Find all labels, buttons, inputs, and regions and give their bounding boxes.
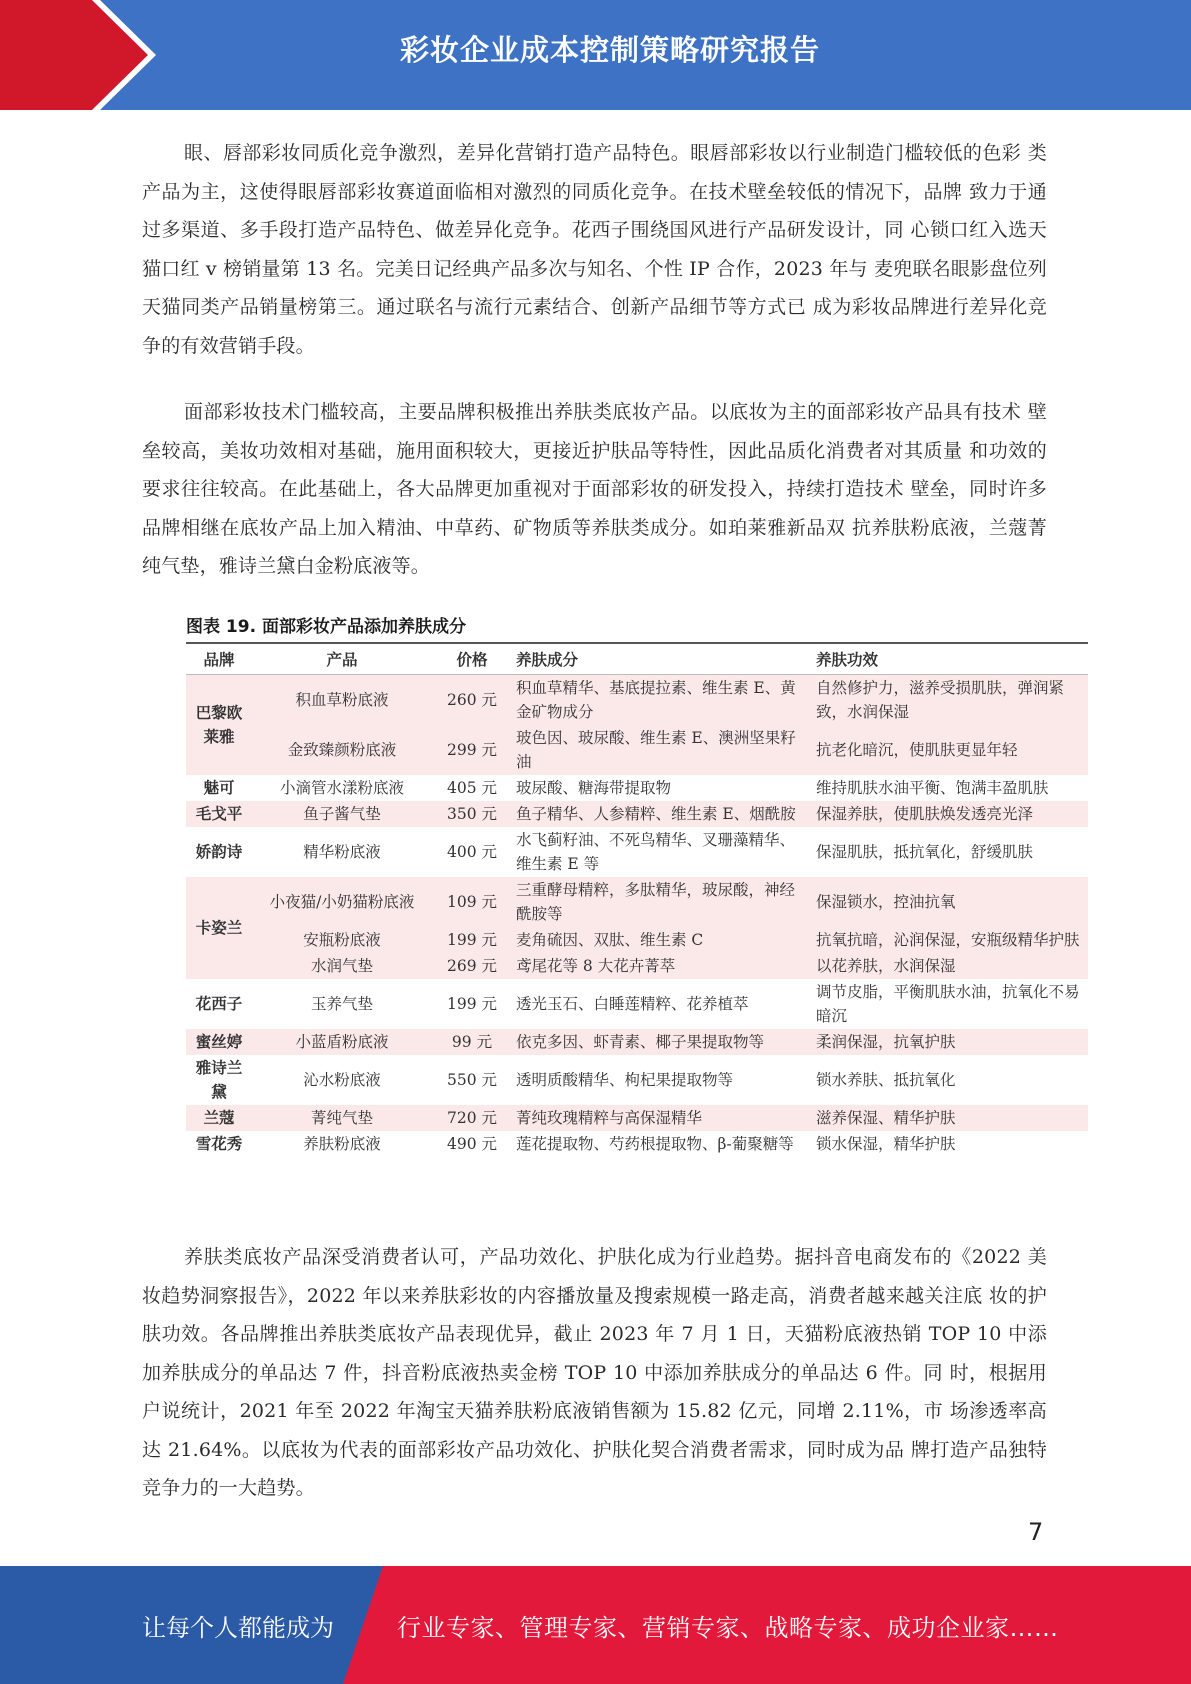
table-row	[186, 1029, 1088, 1055]
table-row	[186, 827, 1088, 877]
figure-title: 图表 19. 面部彩妆产品添加养肤成分	[186, 612, 1088, 644]
ingredients-cell: 鸢尾花等 8 大花卉菁萃	[512, 953, 812, 979]
table-row	[186, 979, 1088, 1029]
footer-slogan-left: 让每个人都能成为	[142, 1614, 334, 1642]
product-cell: 养肤粉底液	[252, 1131, 432, 1157]
price-cell: 99 元	[432, 1029, 512, 1055]
ingredients-cell: 玻色因、玻尿酸、维生素 E、澳洲坚果籽油	[512, 725, 812, 775]
product-cell: 小夜猫/小奶猫粉底液	[252, 877, 432, 927]
effects-cell: 抗老化暗沉，使肌肤更显年轻	[812, 725, 1088, 775]
brand-cell: 雪花秀	[186, 1131, 252, 1157]
footer-slogan-right: 行业专家、管理专家、营销专家、战略专家、成功企业家……	[397, 1614, 1059, 1642]
price-cell: 350 元	[432, 801, 512, 827]
brand-cell: 娇韵诗	[186, 827, 252, 877]
ingredients-cell: 依克多因、虾青素、椰子果提取物等	[512, 1029, 812, 1055]
figure-skincare-ingredients	[186, 612, 1088, 1157]
effects-cell: 柔润保湿，抗氧护肤	[812, 1029, 1088, 1055]
product-cell: 水润气垫	[252, 953, 432, 979]
table-row	[186, 1055, 1088, 1105]
price-cell: 299 元	[432, 725, 512, 775]
table-row	[186, 953, 1088, 979]
report-title: 彩妆企业成本控制策略研究报告	[399, 33, 820, 67]
brand-cell: 蜜丝婷	[186, 1029, 252, 1055]
chevron-decoration	[0, 0, 160, 110]
column-header: 养肤成分	[512, 644, 812, 675]
effects-cell: 保湿养肤，使肌肤焕发透亮光泽	[812, 801, 1088, 827]
price-cell: 269 元	[432, 953, 512, 979]
brand-cell: 魅可	[186, 775, 252, 801]
column-header: 品牌	[186, 644, 252, 675]
brand-cell: 巴黎欧莱雅	[186, 675, 252, 776]
table-row	[186, 675, 1088, 726]
product-cell: 鱼子酱气垫	[252, 801, 432, 827]
effects-cell: 抗氧抗暗，沁润保湿，安瓶级精华护肤	[812, 927, 1088, 953]
product-cell: 小滴管水漾粉底液	[252, 775, 432, 801]
price-cell: 720 元	[432, 1105, 512, 1131]
ingredients-cell: 透明质酸精华、枸杞果提取物等	[512, 1055, 812, 1105]
price-cell: 400 元	[432, 827, 512, 877]
product-cell: 玉养气垫	[252, 979, 432, 1029]
table-row	[186, 775, 1088, 801]
product-cell: 积血草粉底液	[252, 675, 432, 726]
header-banner	[0, 0, 1191, 110]
product-cell: 金致臻颜粉底液	[252, 725, 432, 775]
product-cell: 精华粉底液	[252, 827, 432, 877]
ingredients-cell: 三重酵母精粹，多肽精华，玻尿酸，神经酰胺等	[512, 877, 812, 927]
effects-cell: 调节皮脂，平衡肌肤水油，抗氧化不易暗沉	[812, 979, 1088, 1029]
table-row	[186, 801, 1088, 827]
ingredients-cell: 水飞蓟籽油、不死鸟精华、叉珊藻精华、维生素 E 等	[512, 827, 812, 877]
effects-cell: 锁水养肤、抵抗氧化	[812, 1055, 1088, 1105]
table-row	[186, 725, 1088, 775]
price-cell: 550 元	[432, 1055, 512, 1105]
brand-cell: 花西子	[186, 979, 252, 1029]
effects-cell: 以花养肤，水润保湿	[812, 953, 1088, 979]
paragraph-eye-lip-makeup: 眼、唇部彩妆同质化竞争激烈，差异化营销打造产品特色。眼唇部彩妆以行业制造门槛较低的色彩 类产品为主，这使得眼唇部彩妆赛道面临相对激烈的同质化竞争。在技术壁垒较低的情况下，品牌 致力于通过多渠道、多手段打造产品特色、做差异化竞争。花西子围绕国风进行产品研发设计，同 心锁口红入选天猫口红 v 榜销量第 13 名。完美日记经典产品多次与知名、个性 IP 合作，2023 年与 麦兜联名眼影盘位列天猫同类产品销量榜第三。通过联名与流行元素结合、创新产品细节等方式已 成为彩妆品牌进行差异化竞争的有效营销手段。	[142, 142, 1047, 357]
ingredients-cell: 玻尿酸、糖海带提取物	[512, 775, 812, 801]
ingredients-cell: 莲花提取物、芍药根提取物、β-葡聚糖等	[512, 1131, 812, 1157]
effects-cell: 滋养保湿、精华护肤	[812, 1105, 1088, 1131]
effects-cell: 自然修护力，滋养受损肌肤，弹润紧致，水润保湿	[812, 675, 1088, 726]
brand-cell: 雅诗兰黛	[186, 1055, 252, 1105]
column-header: 养肤功效	[812, 644, 1088, 675]
ingredients-cell: 透光玉石、白睡莲精粹、花养植萃	[512, 979, 812, 1029]
price-cell: 199 元	[432, 927, 512, 953]
effects-cell: 维持肌肤水油平衡、饱满丰盈肌肤	[812, 775, 1088, 801]
ingredients-cell: 鱼子精华、人参精粹、维生素 E、烟酰胺	[512, 801, 812, 827]
table-row	[186, 1105, 1088, 1131]
ingredients-cell: 菁纯玫瑰精粹与高保湿精华	[512, 1105, 812, 1131]
table-row	[186, 877, 1088, 927]
ingredients-cell: 麦角硫因、双肽、维生素 C	[512, 927, 812, 953]
product-cell: 安瓶粉底液	[252, 927, 432, 953]
table-header-row	[186, 644, 1088, 675]
ingredients-table	[186, 644, 1088, 1157]
price-cell: 199 元	[432, 979, 512, 1029]
column-header: 价格	[432, 644, 512, 675]
table-row	[186, 1131, 1088, 1157]
paragraph-face-makeup: 面部彩妆技术门槛较高，主要品牌积极推出养肤类底妆产品。以底妆为主的面部彩妆产品具有技术 壁垒较高，美妆功效相对基础，施用面积较大，更接近护肤品等特性，因此品质化消费者对其质量 和功效的要求往往较高。在此基础上，各大品牌更加重视对于面部彩妆的研发投入，持续打造技术 壁垒，同时许多品牌相继在底妆产品上加入精油、中草药、矿物质等养肤类成分。如珀莱雅新品双 抗养肤粉底液，兰蔻菁纯气垫，雅诗兰黛白金粉底液等。	[142, 401, 1047, 577]
footer-banner	[0, 1566, 1191, 1684]
effects-cell: 保湿锁水，控油抗氧	[812, 877, 1088, 927]
price-cell: 260 元	[432, 675, 512, 726]
price-cell: 109 元	[432, 877, 512, 927]
product-cell: 小蓝盾粉底液	[252, 1029, 432, 1055]
brand-cell: 兰蔻	[186, 1105, 252, 1131]
brand-cell: 毛戈平	[186, 801, 252, 827]
table-row	[186, 927, 1088, 953]
ingredients-cell: 积血草精华、基底提拉素、维生素 E、黄金矿物成分	[512, 675, 812, 726]
price-cell: 405 元	[432, 775, 512, 801]
effects-cell: 锁水保湿，精华护肤	[812, 1131, 1088, 1157]
effects-cell: 保湿肌肤，抵抗氧化，舒缓肌肤	[812, 827, 1088, 877]
column-header: 产品	[252, 644, 432, 675]
product-cell: 菁纯气垫	[252, 1105, 432, 1131]
brand-cell: 卡姿兰	[186, 877, 252, 979]
price-cell: 490 元	[432, 1131, 512, 1157]
product-cell: 沁水粉底液	[252, 1055, 432, 1105]
page-number: 7	[1028, 1518, 1044, 1546]
paragraph-skincare-trend: 养肤类底妆产品深受消费者认可，产品功效化、护肤化成为行业趋势。据抖音电商发布的《2022 美 妆趋势洞察报告》，2022 年以来养肤彩妆的内容播放量及搜索规模一路走高，消费者越来越关注底 妆的护肤功效。各品牌推出养肤类底妆产品表现优异，截止 2023 年 7 月 1 日，天猫粉底液热销 TOP 10 中添加养肤成分的单品达 7 件，抖音粉底液热卖金榜 TOP 10 中添加养肤成分的单品达 6 件。同 时，根据用户说统计，2021 年至 2022 年淘宝天猫养肤粉底液销售额为 15.82 亿元，同增 2.11%，市 场渗透率高达 21.64%。以底妆为代表的面部彩妆产品功效化、护肤化契合消费者需求，同时成为品 牌打造产品独特竞争力的一大趋势。	[142, 1246, 1047, 1499]
